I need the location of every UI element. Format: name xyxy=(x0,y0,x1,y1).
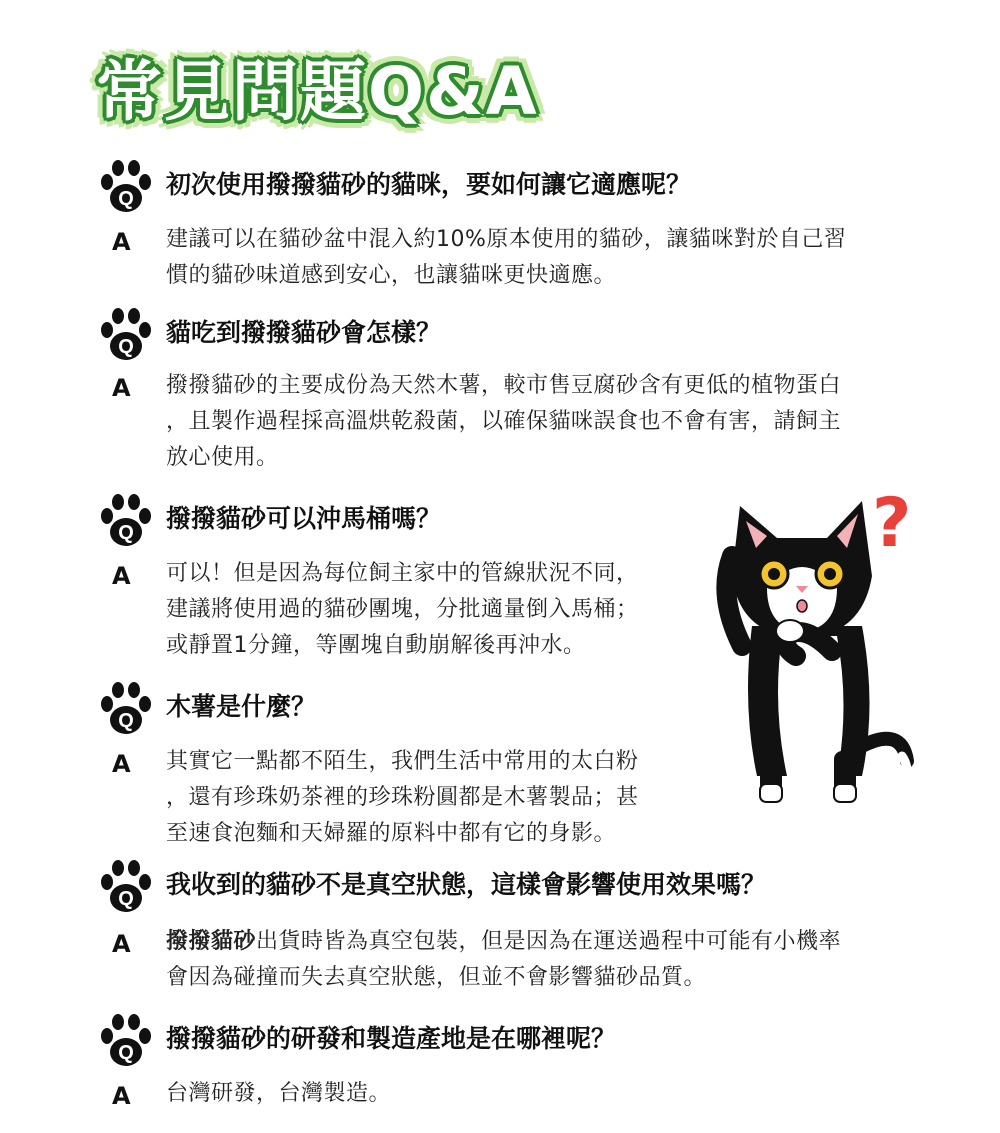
answer-label: A xyxy=(112,374,131,402)
answer-label: A xyxy=(112,562,131,590)
answer-text: 可以！但是因為每位飼主家中的管線狀況不同， 建議將使用過的貓砂團塊，分批適量倒入馬桶； 或靜置1分鐘，等團塊自動崩解後再沖水。 xyxy=(166,561,639,658)
answer-text: 台灣研發，台灣製造。 xyxy=(166,1081,392,1106)
question-mark-icon: ? xyxy=(872,484,912,563)
answer-label: A xyxy=(112,930,131,958)
page-title: 常見問題Q&A xyxy=(96,53,539,130)
answer-label: A xyxy=(112,228,131,256)
question-text: 木薯是什麼？ xyxy=(166,692,317,721)
answer-text xyxy=(166,924,841,996)
question-text: 初次使用撥撥貓砂的貓咪，要如何讓它適應呢？ xyxy=(166,170,692,199)
svg-text:Q: Q xyxy=(118,710,134,732)
svg-text:Q: Q xyxy=(118,888,134,910)
svg-text:Q: Q xyxy=(118,522,134,544)
svg-text:Q: Q xyxy=(118,188,134,210)
confused-cat-illustration xyxy=(712,476,922,816)
paw-q-icon xyxy=(98,858,156,914)
paw-q-icon xyxy=(98,492,156,548)
paw-q-icon xyxy=(98,158,156,214)
brand-name: 撥撥貓砂 xyxy=(166,929,257,954)
svg-text:Q: Q xyxy=(118,336,134,358)
answer-body: 出貨時皆為真空包裝，但是因為在運送過程中可能有小機率 會因為碰撞而失去真空狀態，但並不會影響貓砂品質。 xyxy=(166,929,842,990)
question-text: 貓吃到撥撥貓砂會怎樣？ xyxy=(166,318,442,347)
answer-text: 建議可以在貓砂盆中混入約10%原本使用的貓砂，讓貓咪對於自己習 慣的貓砂味道感到安心，也讓貓咪更快適應。 xyxy=(166,227,847,288)
question-text: 我收到的貓砂不是真空狀態，這樣會影響使用效果嗎？ xyxy=(166,870,767,899)
paw-q-icon xyxy=(98,1012,156,1068)
answer-text: 撥撥貓砂的主要成份為天然木薯，較市售豆腐砂含有更低的植物蛋白 ，且製作過程採高溫烘乾殺菌，以確保貓咪誤食也不會有害，請飼主 放心使用。 xyxy=(166,373,842,470)
answer-label: A xyxy=(112,1082,131,1110)
question-text: 撥撥貓砂的研發和製造產地是在哪裡呢？ xyxy=(166,1024,617,1053)
svg-text:Q: Q xyxy=(118,1042,134,1064)
answer-label: A xyxy=(112,750,131,778)
paw-q-icon xyxy=(98,680,156,736)
paw-q-icon xyxy=(98,306,156,362)
question-text: 撥撥貓砂可以沖馬桶嗎？ xyxy=(166,504,442,533)
answer-text: 其實它一點都不陌生，我們生活中常用的太白粉 ，還有珍珠奶茶裡的珍珠粉圓都是木薯製品；甚 至速食泡麵和天婦羅的原料中都有它的身影。 xyxy=(166,749,639,846)
